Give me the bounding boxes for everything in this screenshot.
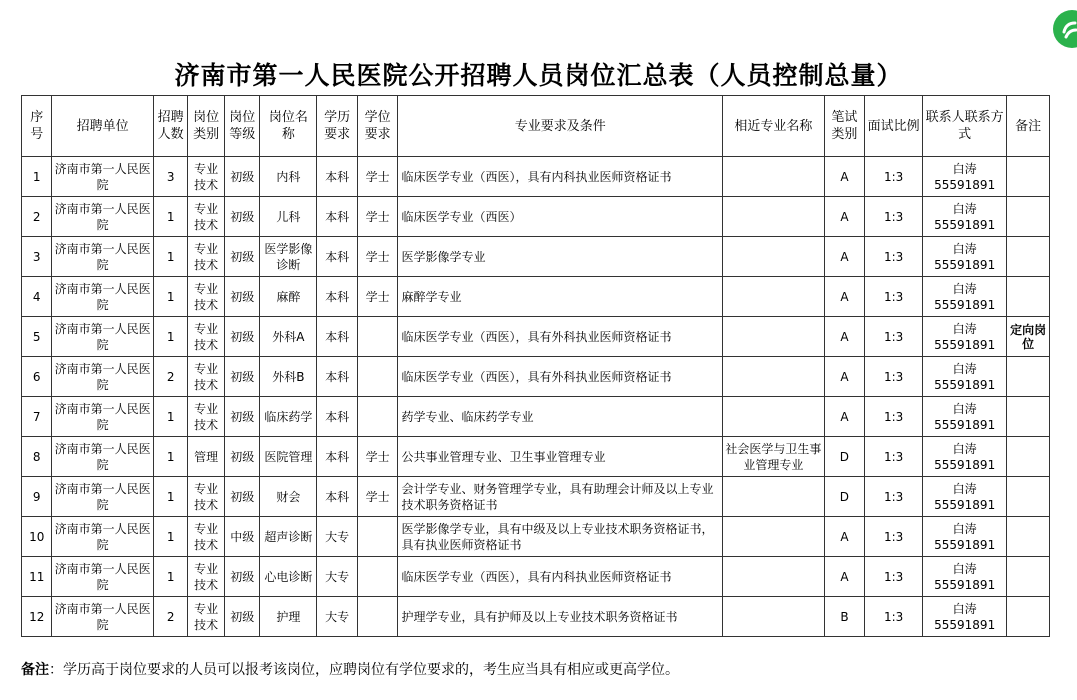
- category-cell: 专业技术: [188, 317, 225, 357]
- note-cell: [1007, 597, 1050, 637]
- table-row: [22, 517, 1050, 557]
- contact-cell: 白涛55591891: [923, 597, 1007, 637]
- requirement-cell: 医学影像学专业: [398, 237, 723, 277]
- position-name-cell: 儿科: [260, 197, 317, 237]
- row-number: 1: [22, 157, 52, 197]
- count-cell: 1: [153, 397, 188, 437]
- education-cell: 本科: [317, 397, 358, 437]
- table-row: [22, 197, 1050, 237]
- position-name-cell: 外科A: [260, 317, 317, 357]
- row-number: 8: [22, 437, 52, 477]
- level-cell: 初级: [224, 317, 260, 357]
- similar-major-cell: [723, 477, 824, 517]
- note-cell: [1007, 517, 1050, 557]
- header-cell: 专业要求及条件: [398, 96, 723, 157]
- count-cell: 1: [153, 477, 188, 517]
- interview-ratio-cell: 1:3: [865, 277, 923, 317]
- requirement-cell: 临床医学专业（西医），具有外科执业医师资格证书: [398, 317, 723, 357]
- contact-cell: 白涛55591891: [923, 277, 1007, 317]
- degree-cell: [357, 557, 398, 597]
- position-name-cell: 临床药学: [260, 397, 317, 437]
- table-row: [22, 277, 1050, 317]
- education-cell: 大专: [317, 557, 358, 597]
- header-cell: 备注: [1007, 96, 1050, 157]
- position-name-cell: 心电诊断: [260, 557, 317, 597]
- unit-cell: 济南市第一人民医院: [52, 157, 153, 197]
- exam-type-cell: A: [824, 557, 865, 597]
- similar-major-cell: [723, 597, 824, 637]
- interview-ratio-cell: 1:3: [865, 477, 923, 517]
- note-cell: 定向岗位: [1007, 317, 1050, 357]
- recruitment-table: [21, 95, 1050, 637]
- education-cell: 本科: [317, 157, 358, 197]
- unit-cell: 济南市第一人民医院: [52, 357, 153, 397]
- position-name-cell: 超声诊断: [260, 517, 317, 557]
- note-cell: [1007, 397, 1050, 437]
- level-cell: 初级: [224, 157, 260, 197]
- contact-cell: 白涛55591891: [923, 317, 1007, 357]
- header-cell: 笔试类别: [824, 96, 865, 157]
- level-cell: 初级: [224, 397, 260, 437]
- education-cell: 本科: [317, 197, 358, 237]
- table-row: [22, 157, 1050, 197]
- exam-type-cell: A: [824, 317, 865, 357]
- degree-cell: 学士: [357, 477, 398, 517]
- unit-cell: 济南市第一人民医院: [52, 557, 153, 597]
- position-name-cell: 麻醉: [260, 277, 317, 317]
- category-cell: 专业技术: [188, 357, 225, 397]
- footnote: [21, 659, 679, 679]
- note-cell: [1007, 277, 1050, 317]
- exam-type-cell: A: [824, 357, 865, 397]
- category-cell: 专业技术: [188, 557, 225, 597]
- count-cell: 1: [153, 277, 188, 317]
- position-name-cell: 医院管理: [260, 437, 317, 477]
- requirement-cell: 麻醉学专业: [398, 277, 723, 317]
- degree-cell: [357, 397, 398, 437]
- level-cell: 初级: [224, 437, 260, 477]
- requirement-cell: 药学专业、临床药学专业: [398, 397, 723, 437]
- row-number: 7: [22, 397, 52, 437]
- similar-major-cell: [723, 317, 824, 357]
- degree-cell: 学士: [357, 197, 398, 237]
- position-name-cell: 医学影像诊断: [260, 237, 317, 277]
- contact-cell: 白涛55591891: [923, 197, 1007, 237]
- count-cell: 1: [153, 557, 188, 597]
- row-number: 2: [22, 197, 52, 237]
- table-header-row: [22, 96, 1050, 157]
- header-cell: 面试比例: [865, 96, 923, 157]
- education-cell: 本科: [317, 477, 358, 517]
- category-cell: 专业技术: [188, 517, 225, 557]
- level-cell: 初级: [224, 197, 260, 237]
- note-cell: [1007, 197, 1050, 237]
- exam-type-cell: B: [824, 597, 865, 637]
- degree-cell: [357, 597, 398, 637]
- degree-cell: [357, 317, 398, 357]
- education-cell: 大专: [317, 517, 358, 557]
- requirement-cell: 会计学专业、财务管理学专业，具有助理会计师及以上专业技术职务资格证书: [398, 477, 723, 517]
- requirement-cell: 临床医学专业（西医），具有内科执业医师资格证书: [398, 157, 723, 197]
- degree-cell: 学士: [357, 277, 398, 317]
- exam-type-cell: A: [824, 157, 865, 197]
- count-cell: 3: [153, 157, 188, 197]
- contact-cell: 白涛55591891: [923, 557, 1007, 597]
- similar-major-cell: [723, 157, 824, 197]
- level-cell: 初级: [224, 357, 260, 397]
- similar-major-cell: [723, 397, 824, 437]
- interview-ratio-cell: 1:3: [865, 237, 923, 277]
- footnote-label: 备注: [21, 662, 49, 678]
- unit-cell: 济南市第一人民医院: [52, 477, 153, 517]
- green-chat-icon[interactable]: [1053, 10, 1077, 48]
- contact-cell: 白涛55591891: [923, 157, 1007, 197]
- interview-ratio-cell: 1:3: [865, 357, 923, 397]
- count-cell: 1: [153, 197, 188, 237]
- header-cell: 相近专业名称: [723, 96, 824, 157]
- table-row: [22, 597, 1050, 637]
- category-cell: 专业技术: [188, 277, 225, 317]
- similar-major-cell: [723, 197, 824, 237]
- contact-cell: 白涛55591891: [923, 357, 1007, 397]
- row-number: 6: [22, 357, 52, 397]
- exam-type-cell: A: [824, 237, 865, 277]
- table-row: [22, 397, 1050, 437]
- level-cell: 初级: [224, 557, 260, 597]
- contact-cell: 白涛55591891: [923, 517, 1007, 557]
- note-cell: [1007, 237, 1050, 277]
- level-cell: 初级: [224, 277, 260, 317]
- position-name-cell: 护理: [260, 597, 317, 637]
- requirement-cell: 护理学专业，具有护师及以上专业技术职务资格证书: [398, 597, 723, 637]
- level-cell: 初级: [224, 237, 260, 277]
- exam-type-cell: D: [824, 477, 865, 517]
- header-cell: 序号: [22, 96, 52, 157]
- requirement-cell: 医学影像学专业，具有中级及以上专业技术职务资格证书，具有执业医师资格证书: [398, 517, 723, 557]
- education-cell: 本科: [317, 357, 358, 397]
- count-cell: 1: [153, 237, 188, 277]
- similar-major-cell: [723, 357, 824, 397]
- education-cell: 大专: [317, 597, 358, 637]
- category-cell: 专业技术: [188, 237, 225, 277]
- degree-cell: 学士: [357, 237, 398, 277]
- row-number: 4: [22, 277, 52, 317]
- table-row: [22, 477, 1050, 517]
- degree-cell: 学士: [357, 157, 398, 197]
- note-cell: [1007, 437, 1050, 477]
- interview-ratio-cell: 1:3: [865, 597, 923, 637]
- header-cell: 招聘单位: [52, 96, 153, 157]
- similar-major-cell: [723, 517, 824, 557]
- footnote-text: ：学历高于岗位要求的人员可以报考该岗位，应聘岗位有学位要求的，考生应当具有相应或更高学位。: [49, 662, 679, 678]
- similar-major-cell: [723, 277, 824, 317]
- category-cell: 专业技术: [188, 597, 225, 637]
- degree-cell: [357, 517, 398, 557]
- requirement-cell: 临床医学专业（西医），具有内科执业医师资格证书: [398, 557, 723, 597]
- interview-ratio-cell: 1:3: [865, 557, 923, 597]
- level-cell: 初级: [224, 477, 260, 517]
- interview-ratio-cell: 1:3: [865, 197, 923, 237]
- unit-cell: 济南市第一人民医院: [52, 597, 153, 637]
- page-title: 济南市第一人民医院公开招聘人员岗位汇总表（人员控制总量）: [174, 61, 903, 90]
- degree-cell: 学士: [357, 437, 398, 477]
- interview-ratio-cell: 1:3: [865, 517, 923, 557]
- education-cell: 本科: [317, 317, 358, 357]
- similar-major-cell: 社会医学与卫生事业管理专业: [723, 437, 824, 477]
- row-number: 3: [22, 237, 52, 277]
- table-row: [22, 237, 1050, 277]
- contact-cell: 白涛55591891: [923, 237, 1007, 277]
- category-cell: 专业技术: [188, 157, 225, 197]
- header-cell: 联系人联系方式: [923, 96, 1007, 157]
- category-cell: 专业技术: [188, 397, 225, 437]
- header-cell: 学历要求: [317, 96, 358, 157]
- header-cell: 学位要求: [357, 96, 398, 157]
- header-cell: 岗位等级: [224, 96, 260, 157]
- category-cell: 专业技术: [188, 477, 225, 517]
- count-cell: 1: [153, 517, 188, 557]
- row-number: 10: [22, 517, 52, 557]
- table-row: [22, 357, 1050, 397]
- position-name-cell: 外科B: [260, 357, 317, 397]
- position-name-cell: 财会: [260, 477, 317, 517]
- row-number: 5: [22, 317, 52, 357]
- table-row: [22, 317, 1050, 357]
- category-cell: 管理: [188, 437, 225, 477]
- contact-cell: 白涛55591891: [923, 477, 1007, 517]
- unit-cell: 济南市第一人民医院: [52, 317, 153, 357]
- contact-cell: 白涛55591891: [923, 397, 1007, 437]
- note-cell: [1007, 357, 1050, 397]
- note-cell: [1007, 157, 1050, 197]
- header-cell: 岗位类别: [188, 96, 225, 157]
- count-cell: 1: [153, 317, 188, 357]
- header-cell: 岗位名称: [260, 96, 317, 157]
- unit-cell: 济南市第一人民医院: [52, 517, 153, 557]
- category-cell: 专业技术: [188, 197, 225, 237]
- unit-cell: 济南市第一人民医院: [52, 437, 153, 477]
- similar-major-cell: [723, 237, 824, 277]
- note-cell: [1007, 477, 1050, 517]
- interview-ratio-cell: 1:3: [865, 157, 923, 197]
- exam-type-cell: A: [824, 277, 865, 317]
- count-cell: 2: [153, 357, 188, 397]
- unit-cell: 济南市第一人民医院: [52, 277, 153, 317]
- exam-type-cell: A: [824, 197, 865, 237]
- education-cell: 本科: [317, 237, 358, 277]
- row-number: 12: [22, 597, 52, 637]
- header-cell: 招聘人数: [153, 96, 188, 157]
- requirement-cell: 临床医学专业（西医），具有外科执业医师资格证书: [398, 357, 723, 397]
- position-name-cell: 内科: [260, 157, 317, 197]
- interview-ratio-cell: 1:3: [865, 317, 923, 357]
- interview-ratio-cell: 1:3: [865, 437, 923, 477]
- exam-type-cell: A: [824, 517, 865, 557]
- degree-cell: [357, 357, 398, 397]
- education-cell: 本科: [317, 437, 358, 477]
- similar-major-cell: [723, 557, 824, 597]
- count-cell: 1: [153, 437, 188, 477]
- exam-type-cell: D: [824, 437, 865, 477]
- interview-ratio-cell: 1:3: [865, 397, 923, 437]
- unit-cell: 济南市第一人民医院: [52, 197, 153, 237]
- row-number: 11: [22, 557, 52, 597]
- table-row: [22, 437, 1050, 477]
- note-cell: [1007, 557, 1050, 597]
- requirement-cell: 临床医学专业（西医）: [398, 197, 723, 237]
- unit-cell: 济南市第一人民医院: [52, 397, 153, 437]
- exam-type-cell: A: [824, 397, 865, 437]
- level-cell: 初级: [224, 597, 260, 637]
- requirement-cell: 公共事业管理专业、卫生事业管理专业: [398, 437, 723, 477]
- count-cell: 2: [153, 597, 188, 637]
- level-cell: 中级: [224, 517, 260, 557]
- table-row: [22, 557, 1050, 597]
- unit-cell: 济南市第一人民医院: [52, 237, 153, 277]
- contact-cell: 白涛55591891: [923, 437, 1007, 477]
- row-number: 9: [22, 477, 52, 517]
- education-cell: 本科: [317, 277, 358, 317]
